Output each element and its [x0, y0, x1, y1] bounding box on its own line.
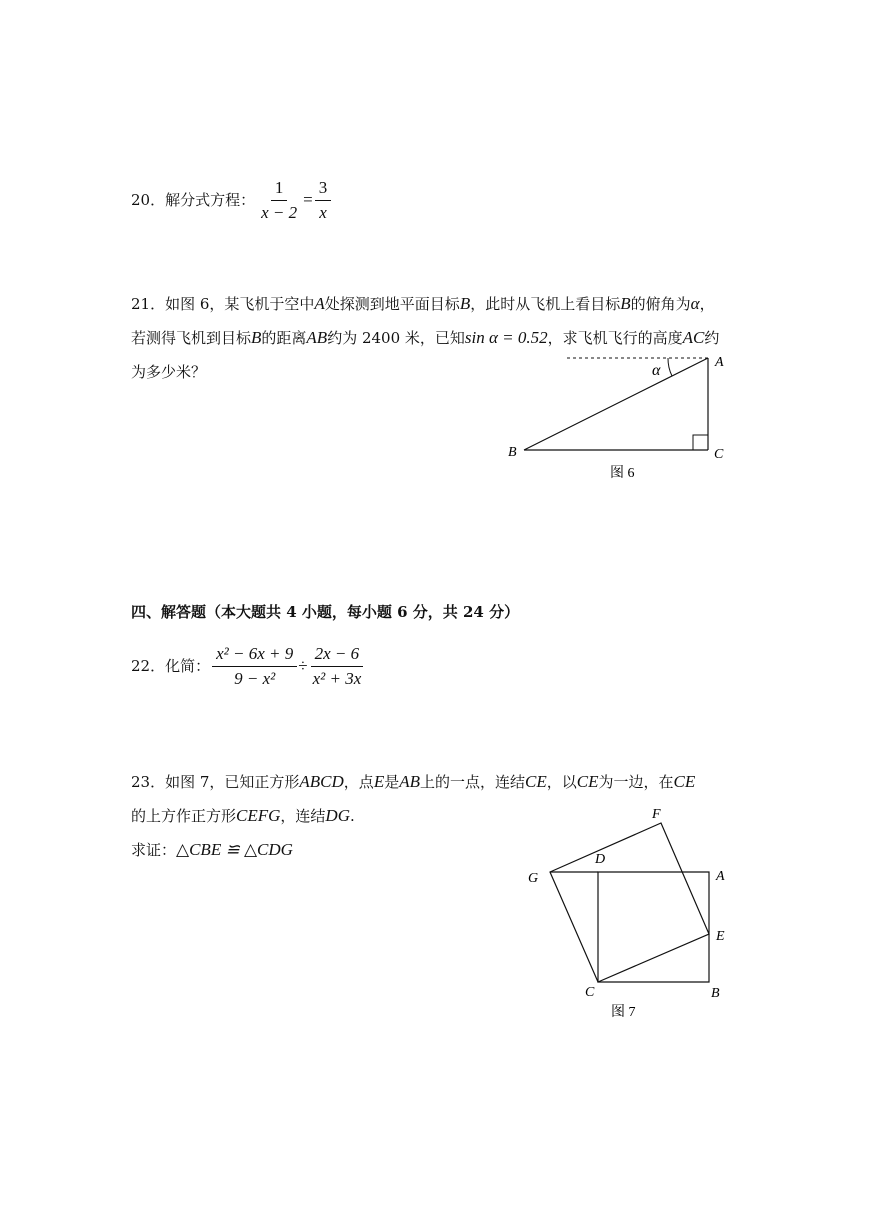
q23-text-1e: ，以	[546, 773, 577, 791]
fig6-label-c: C	[714, 447, 724, 462]
q23-prove-label: 求证：	[131, 841, 177, 859]
question-21-line-3	[131, 362, 206, 382]
q23-var-ce: CE	[525, 772, 547, 791]
fig7-label-b: B	[711, 986, 720, 1001]
q23-var-e: E	[373, 772, 385, 791]
fig7-caption: 图 7	[611, 1005, 636, 1020]
q20-rhs-denominator: x	[319, 202, 327, 222]
fig6-right-angle-mark	[693, 435, 708, 450]
q23-var-ce2: CE	[576, 772, 599, 791]
question-20	[131, 175, 331, 225]
q23-prove-expression: △CBE ≌ △CDG	[176, 840, 293, 859]
q23-text-2b: ，连结	[280, 807, 326, 825]
fig6-label-alpha: α	[652, 362, 661, 379]
fig7-label-a: A	[716, 869, 725, 884]
fig7-label-f: F	[652, 807, 661, 822]
q22-f1-denominator: 9 − x²	[234, 668, 276, 688]
q20-label: 20．解分式方程：	[131, 191, 256, 209]
q23-var-ab: AB	[399, 772, 420, 791]
q21-text-2b: 的距离	[261, 329, 307, 347]
fig7-label-c: C	[585, 985, 595, 1000]
q21-text-1d: 的俯角为	[630, 295, 691, 313]
q23-var-cefg: CEFG	[236, 806, 281, 825]
q23-text-1c: 是	[384, 773, 400, 791]
fig6-caption: 图 6	[610, 466, 635, 481]
q20-equals: =	[303, 190, 313, 209]
q21-text-1e: ，	[699, 295, 715, 313]
figure-7	[520, 800, 740, 1025]
section-4-heading: 四、解答题（本大题共 4 小题，每小题 6 分，共 24 分）	[131, 603, 520, 621]
q21-var-ab: AB	[306, 328, 328, 347]
q21-text-2e: 约	[704, 329, 720, 347]
fig6-angle-arc	[668, 358, 672, 376]
question-23-line-2	[131, 806, 355, 826]
fig7-square-cefg	[550, 823, 709, 982]
question-23-line-3	[131, 840, 293, 860]
q21-text-3: 为多少米？	[131, 363, 207, 381]
q21-text-2d: ，求飞机飞行的高度	[547, 329, 683, 347]
fig6-side-ab	[524, 358, 708, 450]
q23-text-1d: 上的一点，连结	[420, 773, 526, 791]
fig7-label-d: D	[595, 852, 606, 867]
q22-label: 22．化简：	[131, 657, 211, 675]
q21-text-2a: 若测得飞机到目标	[131, 329, 252, 347]
q20-lhs-numerator: 1	[271, 178, 288, 201]
q21-sin-expression: sin α = 0.52	[464, 328, 548, 347]
q21-var-b: B	[459, 294, 471, 313]
q22-divide: ÷	[298, 656, 308, 675]
question-21-line-1	[131, 294, 715, 314]
question-21-line-2	[131, 328, 719, 348]
question-23-line-1	[131, 772, 695, 792]
fig7-label-e: E	[716, 929, 725, 944]
fig6-label-a: A	[715, 355, 724, 370]
q20-lhs-fraction	[257, 178, 301, 223]
q21-text-1b: 处探测到地平面目标	[324, 295, 460, 313]
q22-f2-numerator: 2x − 6	[311, 644, 364, 667]
q23-text-1a: 23．如图 7，已知正方形	[131, 773, 300, 791]
q22-fraction-1	[212, 644, 297, 689]
figure-6	[500, 348, 740, 488]
q21-text-1c: ，此时从飞机上看目标	[470, 295, 621, 313]
q20-rhs-numerator: 3	[315, 178, 332, 201]
q21-var-b2: B	[620, 294, 631, 313]
q23-var-ce3: CE	[673, 772, 696, 791]
q22-f1-numerator: x² − 6x + 9	[212, 644, 297, 667]
fig6-label-b: B	[508, 445, 517, 460]
q22-fraction-2	[309, 644, 366, 689]
q23-text-1f: 为一边，在	[598, 773, 674, 791]
q23-var-dg: DG	[325, 806, 350, 825]
q21-var-b3: B	[251, 328, 262, 347]
q22-f2-denominator: x² + 3x	[312, 668, 362, 688]
fig7-label-g: G	[528, 871, 539, 886]
question-22	[131, 641, 365, 691]
q23-var-abcd: ABCD	[299, 772, 344, 791]
q21-var-ac: AC	[682, 328, 705, 347]
fig7-square-abcd	[598, 872, 709, 982]
q20-rhs-fraction	[315, 178, 332, 223]
q21-var-a: A	[314, 294, 325, 313]
q20-lhs-denominator: x − 2	[261, 202, 298, 222]
q21-text-1a: 21．如图 6，某飞机于空中	[131, 295, 315, 313]
q21-text-2c: 约为 2400 米，已知	[327, 329, 465, 347]
q23-text-2c: .	[349, 807, 355, 825]
q21-var-alpha: α	[690, 294, 700, 313]
q23-text-1b: ，点	[343, 773, 374, 791]
q23-text-2a: 的上方作正方形	[131, 807, 237, 825]
